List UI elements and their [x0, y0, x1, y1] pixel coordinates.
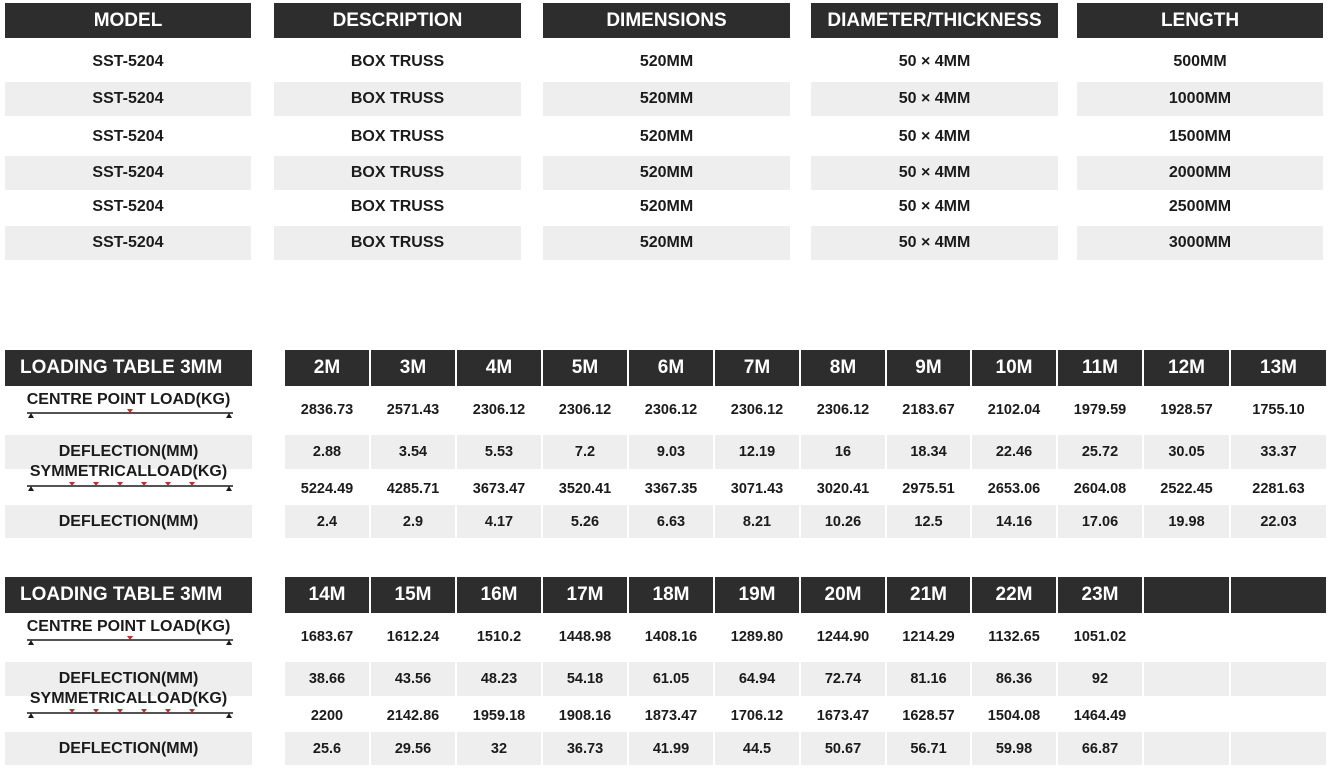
load-value-cell — [1231, 620, 1326, 654]
load-value-cell: 2975.51 — [902, 481, 955, 497]
spec-cell: 50 × 4MM — [811, 156, 1058, 190]
load-value-cell: 2142.86 — [386, 708, 440, 724]
symmetrical-load-diagram — [27, 709, 233, 719]
spec-cell: 1500MM — [1168, 128, 1232, 145]
row-label-deflection: DEFLECTION(MM) — [5, 505, 252, 538]
span-header: 21M — [887, 577, 970, 613]
centre-point-load-diagram — [27, 636, 233, 646]
load-value-cell — [1144, 732, 1229, 765]
load-value-cell: 1873.47 — [644, 708, 698, 724]
row-label-text: SYMMETRICALLOAD(KG) — [29, 463, 228, 480]
spec-header-diameter-thickness: DIAMETER/THICKNESS — [811, 3, 1058, 38]
spec-cell: BOX TRUSS — [274, 226, 521, 260]
load-value-cell: 1928.57 — [1160, 402, 1213, 418]
load-value-cell: 54.18 — [543, 662, 627, 696]
spec-cell: 520MM — [543, 82, 790, 116]
load-value-cell: 12.5 — [887, 505, 970, 538]
row-label-text: CENTRE POINT LOAD(KG) — [26, 618, 231, 635]
spec-cell: BOX TRUSS — [274, 156, 521, 190]
load-value-cell: 61.05 — [629, 662, 713, 696]
load-value-cell: 2306.12 — [644, 402, 698, 418]
load-value-cell — [1231, 699, 1326, 733]
span-header: 5M — [543, 350, 627, 386]
load-value-cell: 66.87 — [1058, 732, 1142, 765]
load-value-cell: 17.06 — [1058, 505, 1142, 538]
load-value-cell: 38.66 — [285, 662, 369, 696]
load-value-cell: 2281.63 — [1252, 481, 1305, 497]
load-value-cell: 2306.12 — [816, 402, 870, 418]
spec-cell: 520MM — [639, 198, 694, 215]
load-value-cell: 22.46 — [972, 435, 1056, 469]
span-header: 4M — [457, 350, 541, 386]
load-value-cell: 3.54 — [371, 435, 455, 469]
load-value-cell: 50.67 — [801, 732, 885, 765]
load-value-cell: 72.74 — [801, 662, 885, 696]
load-value-cell: 1683.67 — [300, 629, 354, 645]
load-value-cell: 25.72 — [1058, 435, 1142, 469]
load-value-cell: 1510.2 — [476, 629, 522, 645]
load-value-cell: 5.53 — [457, 435, 541, 469]
load-value-cell: 6.63 — [629, 505, 713, 538]
centre-point-load-diagram — [27, 409, 233, 419]
load-value-cell — [1144, 620, 1229, 654]
span-header: 8M — [801, 350, 885, 386]
spec-cell: 500MM — [1173, 53, 1227, 70]
spec-cell: 3000MM — [1077, 226, 1323, 260]
row-label-deflection: DEFLECTION(MM) — [5, 435, 252, 469]
load-value-cell: 1628.57 — [902, 708, 955, 724]
spec-cell: 50 × 4MM — [898, 53, 971, 70]
row-label-centre-point-load — [5, 610, 252, 646]
load-value-cell: 1908.16 — [558, 708, 612, 724]
load-value-cell: 3520.41 — [558, 481, 612, 497]
load-value-cell: 36.73 — [543, 732, 627, 765]
span-header: 2M — [285, 350, 369, 386]
span-header: 17M — [543, 577, 627, 613]
load-value-cell: 18.34 — [887, 435, 970, 469]
load-value-cell: 2604.08 — [1073, 481, 1127, 497]
load-value-cell: 4.17 — [457, 505, 541, 538]
spec-cell: SST-5204 — [5, 82, 251, 116]
span-header — [1231, 577, 1326, 613]
load-value-cell: 2.9 — [371, 505, 455, 538]
load-value-cell: 5.26 — [543, 505, 627, 538]
load-value-cell: 1706.12 — [730, 708, 784, 724]
load-value-cell: 3020.41 — [816, 481, 870, 497]
load-value-cell: 41.99 — [629, 732, 713, 765]
load-value-cell: 19.98 — [1144, 505, 1229, 538]
row-label-symmetrical-load — [5, 689, 252, 725]
load-value-cell: 25.6 — [285, 732, 369, 765]
span-header: 14M — [285, 577, 369, 613]
load-value-cell — [1144, 662, 1229, 696]
span-header: 10M — [972, 350, 1056, 386]
spec-header-length: LENGTH — [1077, 3, 1323, 38]
load-value-cell — [1231, 662, 1326, 696]
load-value-cell: 1673.47 — [816, 708, 870, 724]
load-value-cell: 1504.08 — [987, 708, 1041, 724]
load-value-cell: 10.26 — [801, 505, 885, 538]
span-header: 23M — [1058, 577, 1142, 613]
load-value-cell — [1144, 699, 1229, 733]
span-header: 13M — [1231, 350, 1326, 386]
load-value-cell: 5224.49 — [300, 481, 354, 497]
load-value-cell: 2306.12 — [472, 402, 526, 418]
row-label-deflection: DEFLECTION(MM) — [5, 732, 252, 765]
spec-header-description: DESCRIPTION — [274, 3, 521, 38]
load-value-cell: 16 — [801, 435, 885, 469]
load-value-cell: 1979.59 — [1073, 402, 1127, 418]
load-value-cell: 22.03 — [1231, 505, 1326, 538]
spec-cell: SST-5204 — [92, 128, 164, 145]
load-value-cell: 1612.24 — [386, 629, 440, 645]
span-header: 18M — [629, 577, 713, 613]
span-header: 22M — [972, 577, 1056, 613]
load-value-cell: 48.23 — [457, 662, 541, 696]
span-header: 19M — [715, 577, 799, 613]
load-value-cell: 1214.29 — [902, 629, 955, 645]
load-value-cell: 44.5 — [715, 732, 799, 765]
row-label-deflection: DEFLECTION(MM) — [5, 662, 252, 696]
span-header: 9M — [887, 350, 970, 386]
spec-cell: SST-5204 — [5, 156, 251, 190]
load-value-cell: 59.98 — [972, 732, 1056, 765]
span-header: 20M — [801, 577, 885, 613]
span-header: 15M — [371, 577, 455, 613]
load-value-cell: 3367.35 — [644, 481, 698, 497]
spec-cell: 520MM — [639, 53, 694, 70]
span-header: 12M — [1144, 350, 1229, 386]
load-value-cell: 2200 — [310, 708, 344, 724]
load-value-cell: 86.36 — [972, 662, 1056, 696]
load-value-cell: 92 — [1058, 662, 1142, 696]
load-value-cell: 2306.12 — [558, 402, 612, 418]
load-value-cell: 1289.80 — [730, 629, 784, 645]
loading-table-title: LOADING TABLE 3MM — [5, 350, 252, 386]
spec-header-dimensions: DIMENSIONS — [543, 3, 790, 38]
spec-cell: 50 × 4MM — [811, 82, 1058, 116]
load-value-cell: 3071.43 — [730, 481, 784, 497]
spec-cell: 520MM — [543, 226, 790, 260]
spec-cell: 520MM — [639, 128, 694, 145]
spec-header-model: MODEL — [5, 3, 251, 38]
load-value-cell: 8.21 — [715, 505, 799, 538]
load-value-cell: 2183.67 — [902, 402, 955, 418]
load-value-cell: 9.03 — [629, 435, 713, 469]
load-value-cell: 2102.04 — [987, 402, 1041, 418]
load-value-cell: 2836.73 — [300, 402, 354, 418]
load-value-cell: 14.16 — [972, 505, 1056, 538]
span-header: 16M — [457, 577, 541, 613]
load-value-cell: 1464.49 — [1073, 708, 1127, 724]
spec-cell: SST-5204 — [92, 53, 164, 70]
load-value-cell: 2.4 — [285, 505, 369, 538]
load-value-cell — [1231, 732, 1326, 765]
row-label-symmetrical-load — [5, 462, 252, 498]
load-value-cell: 43.56 — [371, 662, 455, 696]
spec-cell: 50 × 4MM — [898, 128, 971, 145]
spec-cell: 520MM — [543, 156, 790, 190]
spec-cell: 50 × 4MM — [811, 226, 1058, 260]
load-value-cell: 1244.90 — [816, 629, 870, 645]
spec-cell: 50 × 4MM — [898, 198, 971, 215]
row-label-text: SYMMETRICALLOAD(KG) — [29, 690, 228, 707]
span-header: 6M — [629, 350, 713, 386]
load-value-cell: 1132.65 — [988, 629, 1040, 645]
spec-cell: BOX TRUSS — [350, 53, 445, 70]
load-value-cell: 64.94 — [715, 662, 799, 696]
spec-cell: BOX TRUSS — [350, 128, 445, 145]
load-value-cell: 29.56 — [371, 732, 455, 765]
load-value-cell: 1448.98 — [558, 629, 612, 645]
spec-cell: 1000MM — [1077, 82, 1323, 116]
load-value-cell: 30.05 — [1144, 435, 1229, 469]
load-value-cell: 2.88 — [285, 435, 369, 469]
load-value-cell: 4285.71 — [386, 481, 440, 497]
span-header — [1144, 577, 1229, 613]
spec-cell: SST-5204 — [92, 198, 164, 215]
load-value-cell: 1408.16 — [644, 629, 698, 645]
load-value-cell: 1959.18 — [472, 708, 526, 724]
load-value-cell: 32 — [457, 732, 541, 765]
spec-cell: SST-5204 — [5, 226, 251, 260]
load-value-cell: 81.16 — [887, 662, 970, 696]
load-value-cell: 2571.43 — [386, 402, 440, 418]
loading-table-title: LOADING TABLE 3MM — [5, 577, 252, 613]
load-value-cell: 1051.02 — [1073, 629, 1127, 645]
load-value-cell: 2306.12 — [730, 402, 784, 418]
span-header: 3M — [371, 350, 455, 386]
spec-cell: 2000MM — [1077, 156, 1323, 190]
load-value-cell: 7.2 — [543, 435, 627, 469]
spec-cell: BOX TRUSS — [274, 82, 521, 116]
load-value-cell: 33.37 — [1231, 435, 1326, 469]
symmetrical-load-diagram — [27, 482, 233, 492]
load-value-cell: 2653.06 — [987, 481, 1041, 497]
spec-cell: BOX TRUSS — [350, 198, 445, 215]
load-value-cell: 2522.45 — [1160, 481, 1213, 497]
row-label-centre-point-load — [5, 383, 252, 419]
load-value-cell: 1755.10 — [1252, 402, 1305, 418]
load-value-cell: 12.19 — [715, 435, 799, 469]
load-value-cell: 3673.47 — [472, 481, 526, 497]
span-header: 11M — [1058, 350, 1142, 386]
load-value-cell: 56.71 — [887, 732, 970, 765]
span-header: 7M — [715, 350, 799, 386]
spec-cell: 2500MM — [1168, 198, 1232, 215]
row-label-text: CENTRE POINT LOAD(KG) — [26, 391, 231, 408]
